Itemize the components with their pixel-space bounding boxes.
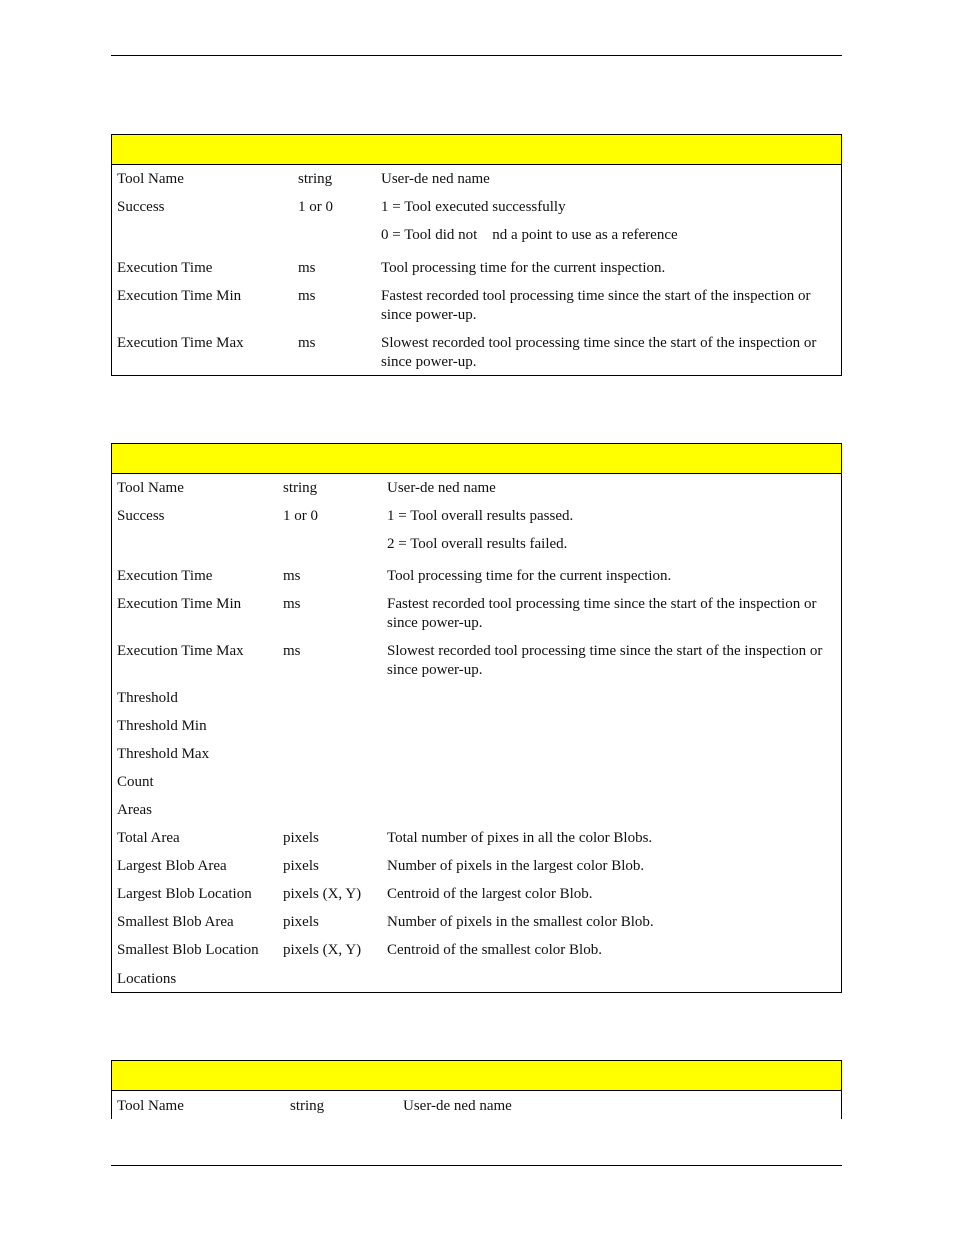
- result-name: Execution Time Min: [117, 288, 242, 304]
- result-name: Total Area: [117, 830, 180, 846]
- result-name: Success: [117, 199, 165, 215]
- result-name: Tool Name: [117, 480, 184, 496]
- results-table-1: [111, 134, 842, 376]
- result-name: Execution Time Max: [117, 643, 244, 659]
- results-table-2: [111, 443, 842, 993]
- table-header-bar: [112, 135, 841, 165]
- result-name: Largest Blob Area: [117, 858, 227, 874]
- result-description: User-de ned name: [403, 1098, 512, 1114]
- result-description: Fastest recorded tool processing time since the start of the inspection or since power-up.: [387, 596, 817, 631]
- result-description: Slowest recorded tool processing time since the start of the inspection or since power-up.: [381, 335, 817, 370]
- result-name: Smallest Blob Area: [117, 914, 234, 930]
- result-unit: pixels: [283, 914, 319, 930]
- result-name: Execution Time: [117, 568, 213, 584]
- result-description: Centroid of the smallest color Blob.: [387, 942, 602, 958]
- result-name: Success: [117, 508, 165, 524]
- result-unit: pixels (X, Y): [283, 942, 362, 958]
- result-description: Tool processing time for the current inspection.: [381, 260, 666, 276]
- result-description: Fastest recorded tool processing time since the start of the inspection or since power-up.: [381, 288, 811, 323]
- result-name: Execution Time: [117, 260, 213, 276]
- result-unit: ms: [283, 568, 301, 584]
- result-name: Tool Name: [117, 1098, 184, 1114]
- table-body: [112, 165, 841, 375]
- result-unit: pixels: [283, 858, 319, 874]
- result-name: Threshold: [117, 690, 178, 706]
- table-header-bar: [112, 444, 841, 474]
- result-unit: string: [298, 171, 333, 187]
- result-name: Threshold Min: [117, 718, 207, 734]
- result-name: Areas: [117, 802, 152, 818]
- result-name: Threshold Max: [117, 746, 210, 762]
- table-body: [112, 1091, 841, 1119]
- result-description: 2 = Tool overall results failed.: [387, 536, 568, 552]
- result-description: Number of pixels in the smallest color Blob.: [387, 914, 654, 930]
- result-unit: 1 or 0: [298, 199, 333, 215]
- result-name: Tool Name: [117, 171, 184, 187]
- result-unit: string: [283, 480, 318, 496]
- result-name: Largest Blob Location: [117, 886, 252, 902]
- result-unit: pixels (X, Y): [283, 886, 362, 902]
- result-description: Total number of pixes in all the color Blobs.: [387, 830, 653, 846]
- result-description: Number of pixels in the largest color Blob.: [387, 858, 645, 874]
- result-name: Execution Time Max: [117, 335, 244, 351]
- footer-rule: [111, 1165, 842, 1166]
- result-name: Count: [117, 774, 154, 790]
- result-description: User-de ned name: [381, 171, 490, 187]
- result-description: User-de ned name: [387, 480, 496, 496]
- result-unit: ms: [283, 596, 301, 612]
- results-table-3: [111, 1060, 842, 1119]
- result-description: Tool processing time for the current inspection.: [387, 568, 672, 584]
- header-rule: [111, 55, 842, 56]
- result-description: 0 = Tool did not nd a point to use as a reference: [381, 227, 678, 243]
- result-name: Smallest Blob Location: [117, 942, 259, 958]
- result-unit: ms: [283, 643, 301, 659]
- result-description: Centroid of the largest color Blob.: [387, 886, 593, 902]
- result-unit: ms: [298, 335, 316, 351]
- result-description: 1 = Tool overall results passed.: [387, 508, 574, 524]
- result-description: 1 = Tool executed successfully: [381, 199, 566, 215]
- result-unit: ms: [298, 288, 316, 304]
- result-unit: pixels: [283, 830, 319, 846]
- result-description: Slowest recorded tool processing time since the start of the inspection or since power-up.: [387, 643, 823, 678]
- result-unit: 1 or 0: [283, 508, 318, 524]
- result-name: Locations: [117, 971, 177, 987]
- result-unit: string: [290, 1098, 325, 1114]
- result-unit: ms: [298, 260, 316, 276]
- table-header-bar: [112, 1061, 841, 1091]
- table-body: [112, 474, 841, 992]
- result-name: Execution Time Min: [117, 596, 242, 612]
